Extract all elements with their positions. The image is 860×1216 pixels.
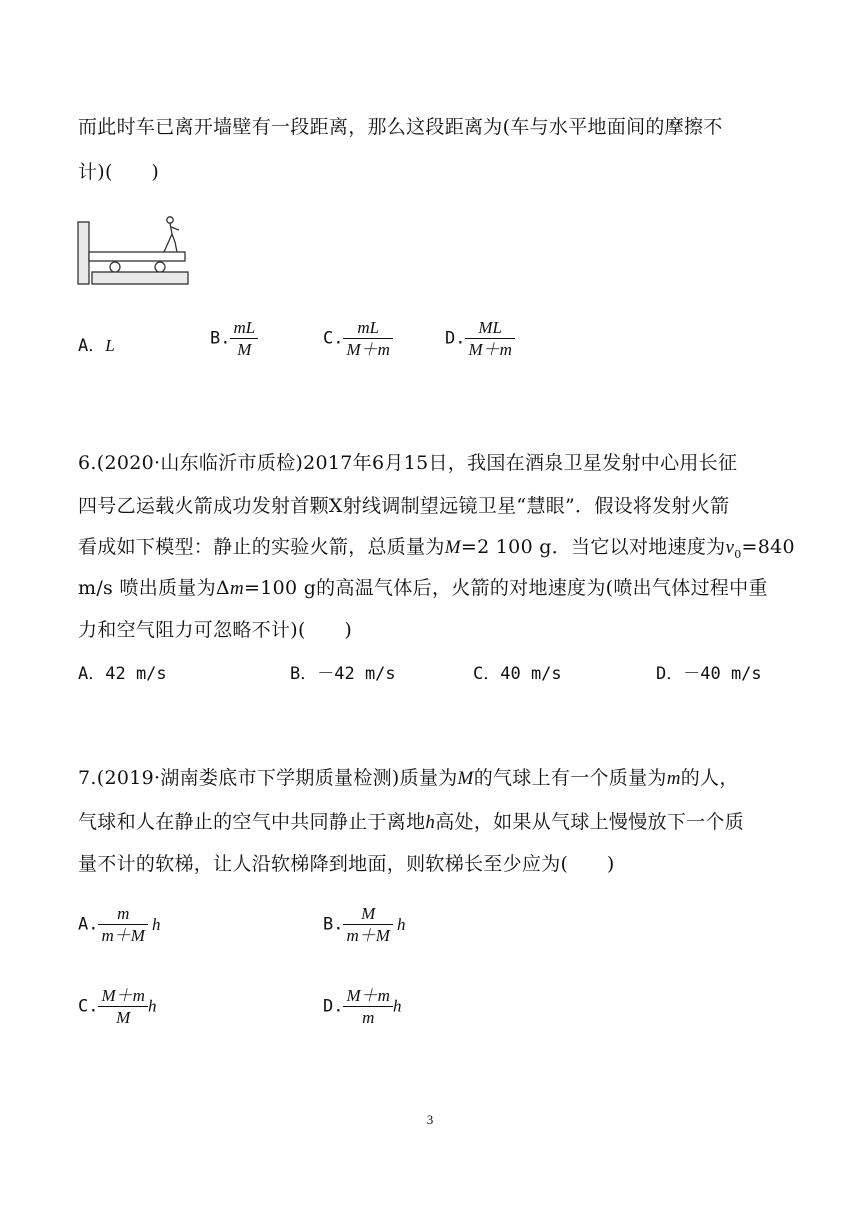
q7-text-line2 bbox=[78, 810, 744, 835]
q7-option-a-h: h bbox=[151, 914, 161, 934]
q5-option-d-label: D. bbox=[445, 328, 466, 349]
q7-text-line1 bbox=[78, 766, 739, 791]
q5-option-b-label: B. bbox=[210, 328, 231, 349]
q6-symbol-dm: m bbox=[229, 578, 244, 599]
q5-option-c-label: C. bbox=[323, 328, 344, 349]
q7-option-b-label: B. bbox=[323, 914, 344, 935]
fraction-numerator: ML bbox=[465, 318, 514, 339]
q5-option-b-fraction bbox=[230, 318, 258, 359]
q7-option-b-fraction bbox=[343, 904, 392, 945]
q6-text-line2: 四号乙运载火箭成功发射首颗X射线调制望远镜卫星“慧眼”．假设将发射火箭 bbox=[78, 495, 730, 517]
q5-option-c bbox=[323, 318, 393, 359]
q7-option-b bbox=[323, 904, 405, 945]
q5-option-c-fraction bbox=[343, 318, 392, 359]
q7-option-c-label: C. bbox=[78, 996, 99, 1017]
fraction-denominator: m＋M bbox=[101, 926, 145, 945]
q7-symbol-M: M bbox=[457, 768, 474, 789]
q7-option-d-label: D. bbox=[323, 996, 344, 1017]
q6-line4-part-b: =100 g的高温气体后，火箭的对地速度为(喷出气体过程中重 bbox=[243, 577, 768, 599]
fraction-denominator: m＋M bbox=[346, 926, 390, 945]
q6-text-line3 bbox=[78, 535, 795, 567]
q6-option-a: A．42 m/s bbox=[78, 664, 167, 684]
q6-line3-part-a: 看成如下模型：静止的实验火箭，总质量为 bbox=[78, 536, 445, 558]
q7-line2-part-a: 气球和人在静止的空气中共同静止于离地 bbox=[78, 811, 426, 833]
q7-option-c bbox=[78, 986, 156, 1027]
q5-text-line2: 计)( ) bbox=[78, 161, 160, 183]
q7-option-c-h: h bbox=[147, 996, 157, 1016]
q5-option-d bbox=[445, 318, 515, 359]
q7-option-d bbox=[323, 986, 401, 1027]
q6-option-c: C．40 m/s bbox=[473, 664, 562, 684]
cart-wall-figure bbox=[74, 212, 194, 288]
q5-option-a bbox=[78, 334, 115, 358]
q7-option-d-fraction bbox=[343, 986, 392, 1027]
q6-line4-part-a: m/s 喷出质量为Δ bbox=[78, 577, 230, 599]
q6-line3-part-b: =2 100 g．当它以对地速度为 bbox=[460, 536, 726, 558]
fraction-numerator: M＋m bbox=[343, 986, 392, 1007]
q6-symbol-m: M bbox=[444, 537, 461, 558]
fraction-denominator: M bbox=[237, 340, 252, 359]
q6-option-d: D．－40 m/s bbox=[656, 664, 762, 684]
fraction-denominator: m bbox=[362, 1008, 375, 1027]
q5-option-a-label: A． bbox=[78, 336, 106, 356]
page-number: 3 bbox=[426, 1112, 434, 1127]
fraction-denominator: M＋m bbox=[468, 340, 512, 359]
q7-line1-part-a: 7.(2019·湖南娄底市下学期质量检测)质量为 bbox=[78, 767, 458, 789]
q7-text-line3: 量不计的软梯，让人沿软梯降到地面，则软梯长至少应为( ) bbox=[78, 853, 615, 875]
q5-option-a-value: L bbox=[105, 336, 115, 355]
fraction-numerator: M＋m bbox=[98, 986, 147, 1007]
q7-option-a-fraction bbox=[98, 904, 147, 945]
fraction-numerator: m bbox=[98, 904, 147, 925]
q6-line3-part-c: =840 bbox=[741, 536, 795, 558]
q7-option-b-h: h bbox=[396, 914, 406, 934]
q6-symbol-v: v bbox=[725, 537, 735, 558]
q6-text-line5: 力和空气阻力可忽略不计)( ) bbox=[78, 619, 353, 641]
q7-option-a bbox=[78, 904, 160, 945]
q6-text-line4 bbox=[78, 576, 768, 601]
q5-text-line1: 而此时车已离开墙壁有一段距离，那么这段距离为(车与水平地面间的摩擦不 bbox=[78, 116, 723, 138]
q5-option-b bbox=[210, 318, 258, 359]
q6-option-b: B．－42 m/s bbox=[290, 664, 396, 684]
q7-symbol-h: h bbox=[425, 812, 436, 833]
q7-option-d-h: h bbox=[392, 996, 402, 1016]
fraction-denominator: M＋m bbox=[346, 340, 390, 359]
fraction-denominator: M bbox=[116, 1008, 131, 1027]
fraction-numerator: M bbox=[343, 904, 392, 925]
q6-symbol-v-subscript: 0 bbox=[734, 547, 742, 561]
q7-line2-part-b: 高处，如果从气球上慢慢放下一个质 bbox=[435, 811, 745, 833]
q6-text-line1: 6.(2020·山东临沂市质检)2017年6月15日，我国在酒泉卫星发射中心用长征 bbox=[78, 452, 738, 474]
q5-option-d-fraction bbox=[465, 318, 514, 359]
q7-symbol-m: m bbox=[666, 768, 681, 789]
fraction-numerator: mL bbox=[230, 318, 258, 339]
q7-line1-part-c: 的人， bbox=[680, 767, 739, 789]
q7-option-c-fraction bbox=[98, 986, 147, 1027]
fraction-numerator: mL bbox=[343, 318, 392, 339]
q7-option-a-label: A. bbox=[78, 914, 99, 935]
q7-line1-part-b: 的气球上有一个质量为 bbox=[473, 767, 667, 789]
